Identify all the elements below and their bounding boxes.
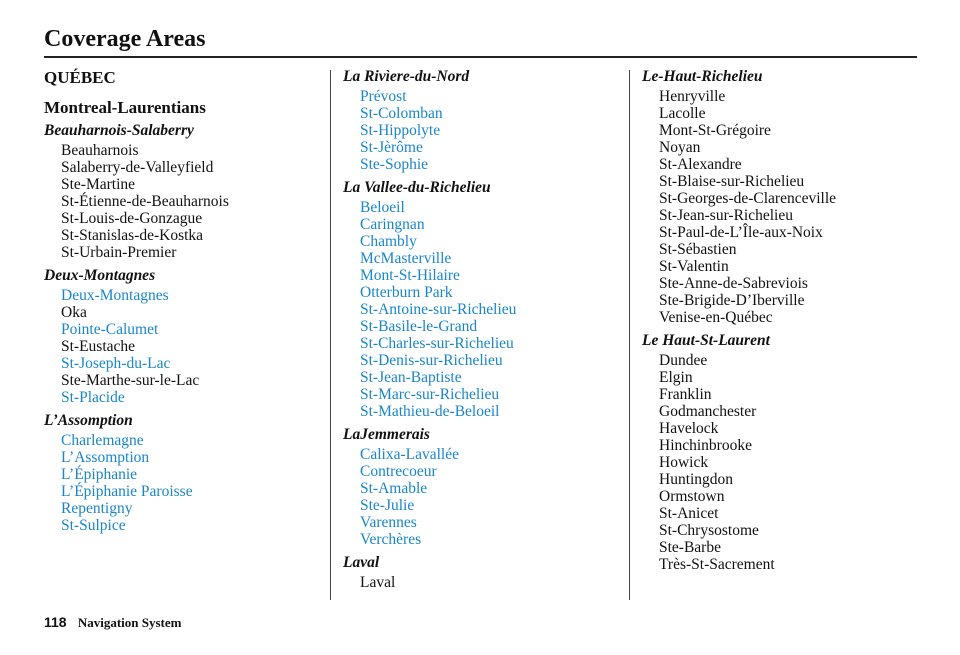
- city-item: Salaberry-de-Valleyfield: [61, 159, 214, 176]
- column-1: [44, 68, 324, 540]
- city-link[interactable]: St-Charles-sur-Richelieu: [360, 335, 514, 352]
- city-link[interactable]: St-Placide: [61, 389, 125, 406]
- city-item: Oka: [61, 304, 87, 321]
- city-item: St-Valentin: [659, 258, 729, 275]
- city-link[interactable]: Beloeil: [360, 199, 405, 216]
- city-list: [44, 142, 324, 261]
- city-list: [343, 574, 628, 591]
- city-item: Elgin: [659, 369, 693, 386]
- city-link[interactable]: L’Épiphanie Paroisse: [61, 483, 193, 500]
- city-link[interactable]: Prévost: [360, 88, 407, 105]
- city-link[interactable]: St-Colomban: [360, 105, 443, 122]
- city-item: Laval: [360, 574, 396, 591]
- city-item: St-Eustache: [61, 338, 136, 355]
- city-list: [44, 432, 324, 534]
- footer-text: Navigation System: [77, 615, 182, 630]
- subregion-heading: La Rivìere-du-Nord: [343, 68, 470, 85]
- column-2: [343, 68, 628, 597]
- subregion-heading: Deux-Montagnes: [44, 267, 156, 284]
- city-item: Ste-Marthe-sur-le-Lac: [61, 372, 200, 389]
- city-item: St-Étienne-de-Beauharnois: [61, 193, 229, 210]
- city-link[interactable]: Varennes: [360, 514, 417, 531]
- region-group: [642, 332, 932, 573]
- city-link[interactable]: Chambly: [360, 233, 417, 250]
- subregion-heading: Le-Haut-Richelieu: [642, 68, 763, 85]
- city-item: Godmanchester: [659, 403, 757, 420]
- city-list: [343, 199, 628, 420]
- city-link[interactable]: St-Denis-sur-Richelieu: [360, 352, 503, 369]
- city-link[interactable]: St-Hippolyte: [360, 122, 441, 139]
- city-item: St-Anicet: [659, 505, 719, 522]
- region-group: [642, 68, 932, 326]
- subregion-heading: Laval: [343, 554, 380, 571]
- city-item: Franklin: [659, 386, 712, 403]
- region-group: [343, 426, 628, 548]
- page-number: 118: [44, 614, 67, 630]
- city-item: Venise-en-Québec: [659, 309, 773, 326]
- subregion-heading: La Vallee-du-Richelieu: [343, 179, 491, 196]
- city-list: [343, 446, 628, 548]
- city-item: St-Sébastien: [659, 241, 737, 258]
- region-heading: Montreal-Laurentians: [44, 98, 206, 117]
- column-2-groups: [343, 68, 628, 591]
- city-item: Huntingdon: [659, 471, 734, 488]
- city-link[interactable]: St-Amable: [360, 480, 428, 497]
- city-link[interactable]: Pointe-Calumet: [61, 321, 159, 338]
- city-link[interactable]: St-Joseph-du-Lac: [61, 355, 171, 372]
- city-item: Noyan: [659, 139, 701, 156]
- column-divider-1: [330, 70, 331, 600]
- region-group: [343, 68, 628, 173]
- column-3: [642, 68, 932, 579]
- city-item: Ste-Anne-de-Sabreviois: [659, 275, 808, 292]
- city-link[interactable]: Contrecoeur: [360, 463, 437, 480]
- city-item: Très-St-Sacrement: [659, 556, 775, 573]
- city-link[interactable]: St-Jean-Baptiste: [360, 369, 462, 386]
- city-item: St-Blaise-sur-Richelieu: [659, 173, 805, 190]
- city-item: St-Louis-de-Gonzague: [61, 210, 203, 227]
- city-item: Ormstown: [659, 488, 725, 505]
- city-link[interactable]: Deux-Montagnes: [61, 287, 169, 304]
- city-item: St-Georges-de-Clarenceville: [659, 190, 837, 207]
- city-item: St-Jean-sur-Richelieu: [659, 207, 793, 224]
- city-list: [642, 88, 932, 326]
- city-link[interactable]: Mont-St-Hilaire: [360, 267, 460, 284]
- city-link[interactable]: Repentigny: [61, 500, 133, 517]
- page-footer: [44, 614, 181, 631]
- city-link[interactable]: L’Épiphanie: [61, 466, 138, 483]
- city-item: St-Alexandre: [659, 156, 742, 173]
- page-title: Coverage Areas: [44, 26, 206, 52]
- region-group: [44, 267, 324, 406]
- column-1-groups: [44, 122, 324, 534]
- city-link[interactable]: Verchères: [360, 531, 422, 548]
- region-group: [44, 412, 324, 534]
- region-group: [343, 554, 628, 591]
- city-item: Mont-St-Grégoire: [659, 122, 771, 139]
- city-link[interactable]: Charlemagne: [61, 432, 144, 449]
- city-item: St-Paul-de-L’Île-aux-Noix: [659, 224, 823, 241]
- city-item: Ste-Barbe: [659, 539, 721, 556]
- subregion-heading: Le Haut-St-Laurent: [642, 332, 770, 349]
- city-item: Havelock: [659, 420, 719, 437]
- city-item: Lacolle: [659, 105, 706, 122]
- city-link[interactable]: Calixa-Lavallée: [360, 446, 459, 463]
- city-item: Ste-Brigide-D’Iberville: [659, 292, 805, 309]
- city-item: St-Stanislas-de-Kostka: [61, 227, 204, 244]
- city-link[interactable]: St-Sulpice: [61, 517, 126, 534]
- city-link[interactable]: St-Jèrôme: [360, 139, 423, 156]
- city-item: Henryville: [659, 88, 726, 105]
- city-link[interactable]: Caringnan: [360, 216, 425, 233]
- region-group: [343, 179, 628, 420]
- city-link[interactable]: L’Assomption: [61, 449, 150, 466]
- city-list: [44, 287, 324, 406]
- subregion-heading: Beauharnois-Salaberry: [44, 122, 194, 139]
- city-item: Dundee: [659, 352, 708, 369]
- city-item: Beauharnois: [61, 142, 139, 159]
- region-group: [44, 122, 324, 261]
- subregion-heading: LaJemmerais: [343, 426, 430, 443]
- city-link[interactable]: McMasterville: [360, 250, 452, 267]
- city-link[interactable]: St-Mathieu-de-Beloeil: [360, 403, 500, 420]
- city-list: [642, 352, 932, 573]
- city-item: Hinchinbrooke: [659, 437, 752, 454]
- city-item: Ste-Martine: [61, 176, 136, 193]
- title-divider: [44, 56, 917, 58]
- city-link[interactable]: St-Basile-le-Grand: [360, 318, 478, 335]
- column-3-groups: [642, 68, 932, 573]
- subregion-heading: L’Assomption: [44, 412, 133, 429]
- city-link[interactable]: Ste-Julie: [360, 497, 415, 514]
- city-item: St-Urbain-Premier: [61, 244, 177, 261]
- city-list: [343, 88, 628, 173]
- province-heading: QUÉBEC: [44, 68, 116, 87]
- city-link[interactable]: Otterburn Park: [360, 284, 453, 301]
- city-link[interactable]: St-Marc-sur-Richelieu: [360, 386, 500, 403]
- city-link[interactable]: St-Antoine-sur-Richelieu: [360, 301, 517, 318]
- city-link[interactable]: Ste-Sophie: [360, 156, 429, 173]
- city-item: St-Chrysostome: [659, 522, 759, 539]
- city-item: Howick: [659, 454, 709, 471]
- column-divider-2: [629, 70, 630, 600]
